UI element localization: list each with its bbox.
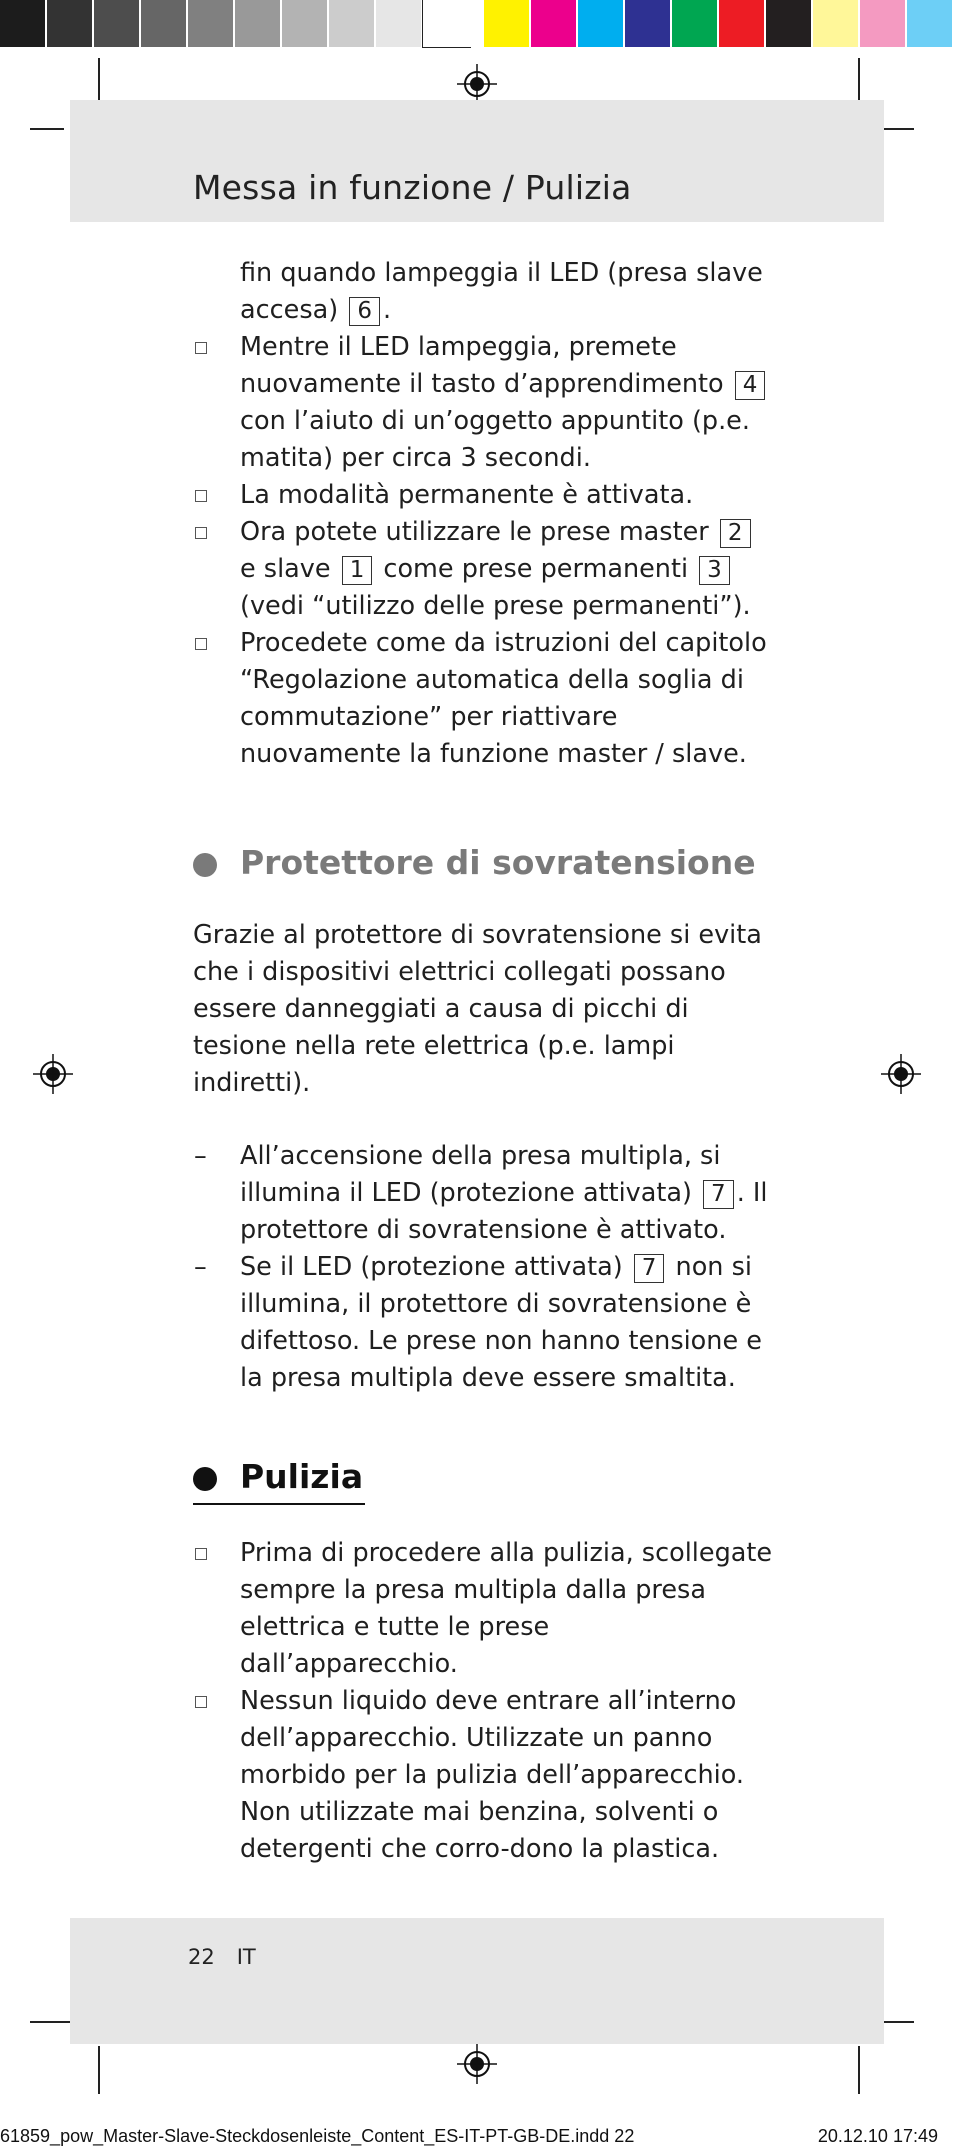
ref-box: 3: [699, 556, 730, 585]
bullet-dot-icon: [193, 853, 217, 877]
color-swatch: [376, 0, 423, 47]
surge-paragraph: Grazie al protettore di sovratensione si evita che i dispositivi elettrici collegati possano essere danneggiati a causa di picchi di tesione nella rete elettrica (p.e. lampi indiretti).: [193, 920, 762, 1098]
list-item: Prima di procedere alla pulizia, scollegate sempre la presa multipla dalla presa elettrica e tutte le prese dall’apparecchio.: [240, 1538, 773, 1679]
list-item: Ora potete utilizzare le prese master 2 e slave 1 come prese permanenti 3 (vedi “utilizzo delle prese permanenti”).: [240, 517, 751, 621]
color-swatch: [329, 0, 376, 47]
continuation-text: fin quando lampeggia il LED (presa slave accesa) 6 .: [240, 258, 763, 325]
crop-mark: [98, 58, 100, 106]
registration-mark-icon: [881, 1054, 921, 1094]
footer-band: [70, 1918, 884, 2044]
color-swatch: [907, 0, 954, 47]
color-swatch: [719, 0, 766, 47]
color-swatch: [282, 0, 329, 47]
color-swatch: [813, 0, 860, 47]
list-item: Mentre il LED lampeggia, premete nuovamente il tasto d’apprendimento 4 con l’aiuto di un’oggetto appuntito (p.e. matita) per circa 3 secondi.: [193, 329, 773, 477]
list-item: Procedete come da istruzioni del capitolo “Regolazione automatica della soglia di commutazione” per riattivare nuovamente la funzione master / slave.: [240, 628, 767, 769]
color-swatch: [0, 0, 47, 47]
slug-filename: 61859_pow_Master-Slave-Steckdosenleiste_Content_ES-IT-PT-GB-DE.indd 22: [0, 2126, 635, 2146]
bullet-dot-icon: [193, 1467, 217, 1491]
ref-box: 7: [703, 1180, 734, 1209]
color-swatch: [141, 0, 188, 47]
crop-mark: [98, 2046, 100, 2094]
color-swatch: [484, 0, 531, 47]
crop-mark: [858, 58, 860, 106]
section-heading-cleaning: Pulizia: [193, 1457, 365, 1505]
color-swatch: [531, 0, 578, 47]
color-swatch: [578, 0, 625, 47]
crop-mark: [858, 2046, 860, 2094]
page-number: 22 IT: [188, 1945, 256, 1969]
list-item: Se il LED (protezione attivata) 7 non si illumina, il protettore di sovratensione è difettoso. Le prese non hanno tensione e la presa multipla deve essere smaltita.: [240, 1252, 762, 1393]
list-item: All’accensione della presa multipla, si illumina il LED (protezione attivata) 7 . Il protettore di sovratensione è attivato.: [240, 1141, 768, 1245]
ref-box: 7: [634, 1254, 665, 1283]
color-swatch: [235, 0, 282, 47]
ref-box: 2: [720, 519, 751, 548]
color-swatch: [672, 0, 719, 47]
section-heading-surge: Protettore di sovratensione: [193, 843, 773, 883]
crop-mark: [880, 128, 914, 130]
page-title: Messa in funzione / Pulizia: [193, 168, 632, 207]
color-bar-gap: [470, 0, 484, 47]
crop-mark: [880, 2021, 914, 2023]
color-swatch: [423, 0, 470, 47]
color-swatch: [47, 0, 94, 47]
registration-mark-icon: [457, 2044, 497, 2084]
crop-mark: [30, 128, 64, 130]
color-swatch: [94, 0, 141, 47]
color-swatch: [766, 0, 813, 47]
list-item: Nessun liquido deve entrare all’interno dell’apparecchio. Utilizzate un panno morbido per la pulizia dell’apparecchio. Non utilizzate mai benzina, solventi o detergenti che corro-dono la plastica.: [240, 1686, 745, 1864]
color-swatch: [860, 0, 907, 47]
color-swatch: [625, 0, 672, 47]
color-swatch: [188, 0, 235, 47]
page-content: [193, 255, 773, 1868]
ref-box: 4: [735, 371, 766, 400]
slug-datetime: 20.12.10 17:49: [817, 2126, 938, 2146]
list-item: La modalità permanente è attivata.: [240, 480, 694, 510]
ref-box: 6: [349, 297, 380, 326]
registration-mark-icon: [33, 1054, 73, 1094]
registration-mark-icon: [457, 64, 497, 104]
color-control-bar: [0, 0, 954, 47]
ref-box: 1: [342, 556, 373, 585]
